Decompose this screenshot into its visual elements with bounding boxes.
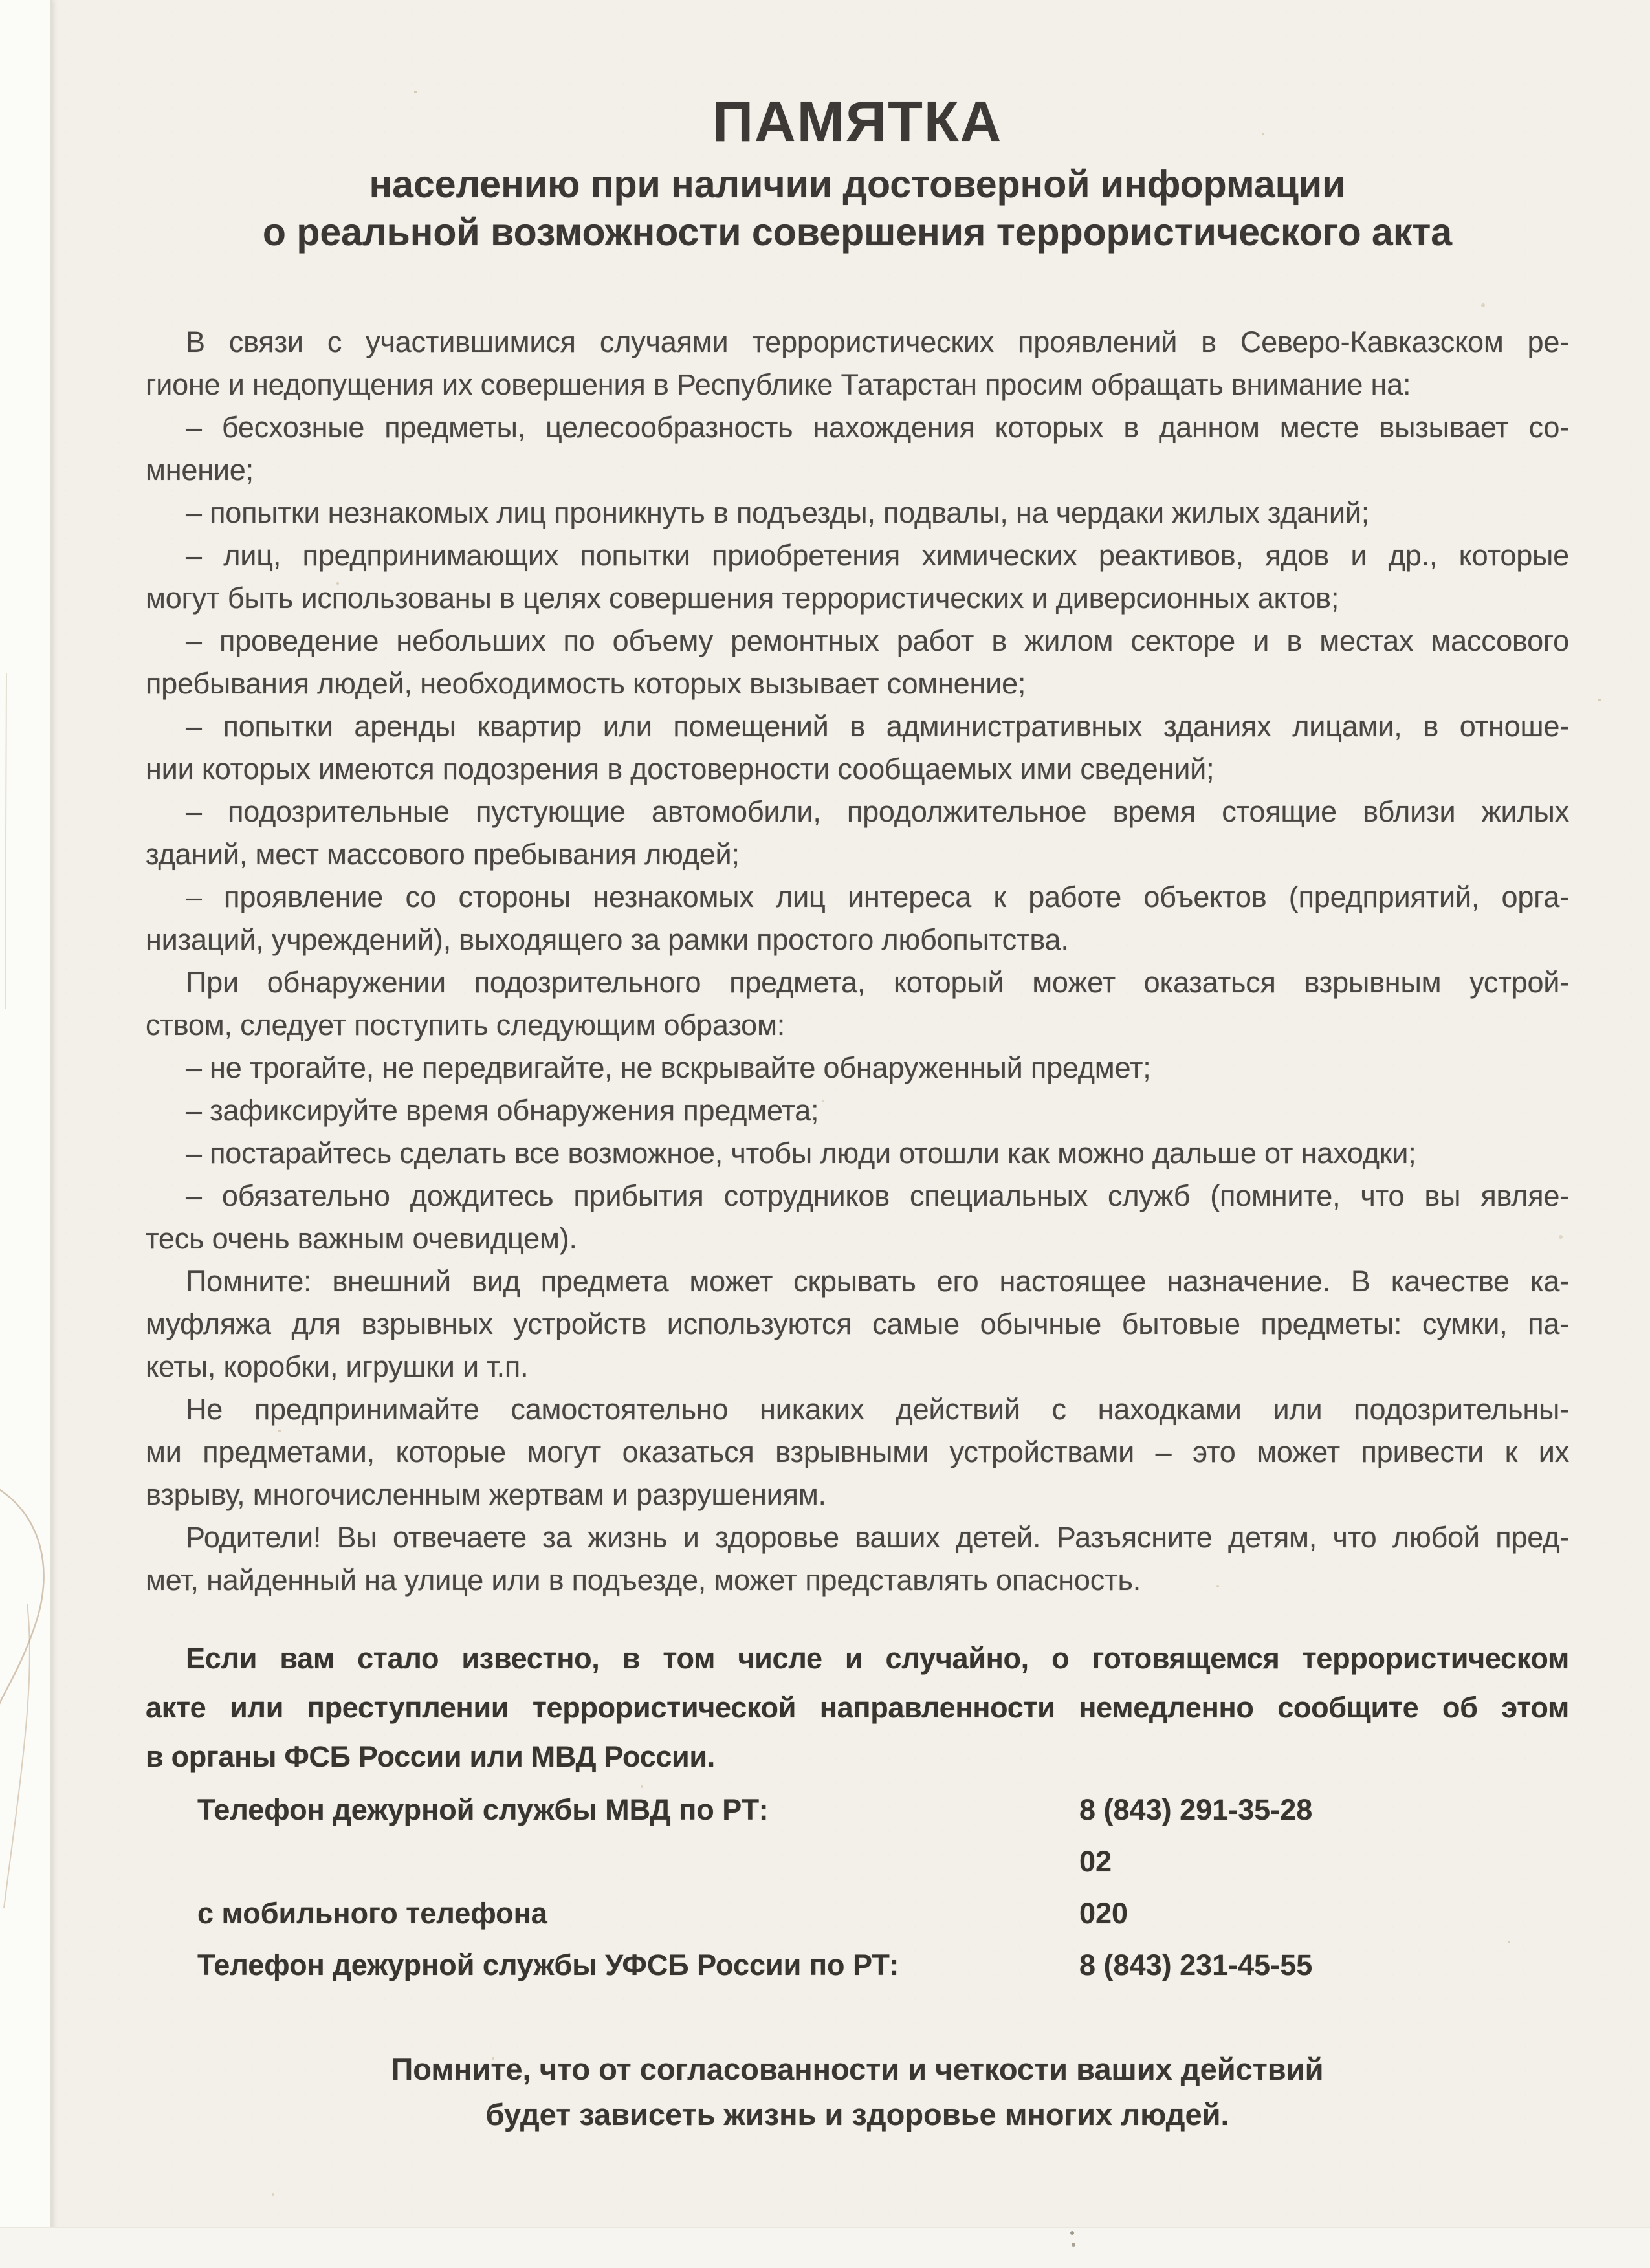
body-line: могут быть использованы в целях совершения террористических и диверсионных актов; <box>146 582 1339 615</box>
footer-line1: Помните, что от согласованности и четкости ваших действий <box>391 2052 1324 2086</box>
contact-phone-number: 8 (843) 231-45-55 <box>1079 1948 1313 1981</box>
body-line: – попытки аренды квартир или помещений в административных зданиях лицами, в отноше- <box>186 710 1569 743</box>
body-line: Не предпринимайте самостоятельно никаких действий с находками или подозрительны- <box>186 1393 1569 1426</box>
body-line: – бесхозные предметы, целесообразность нахождения которых в данном месте вызывает со- <box>186 411 1569 444</box>
contact-label: Телефон дежурной службы МВД по РТ: <box>197 1793 769 1826</box>
contact-phone-number: 02 <box>1079 1845 1112 1878</box>
paper-bottom-edge <box>0 2227 1650 2268</box>
body-line: – обязательно дождитесь прибытия сотрудников специальных служб (помните, что вы являе- <box>186 1179 1569 1212</box>
memo-subtitle-line2: о реальной возможности совершения террористического акта <box>262 211 1453 254</box>
memo-title: ПАМЯТКА <box>712 89 1003 153</box>
body-line: – постарайтесь сделать все возможное, чтобы люди отошли как можно дальше от находки; <box>186 1137 1416 1170</box>
memo-body <box>146 321 1569 1602</box>
body-line: взрыву, многочисленным жертвам и разрушениям. <box>146 1478 826 1511</box>
body-line: ми предметами, которые могут оказаться взрывными устройствами – это может привести к их <box>146 1435 1569 1468</box>
body-line: – проявление со стороны незнакомых лиц интереса к работе объектов (предприятий, орга- <box>186 880 1569 913</box>
body-line: – проведение небольших по объему ремонтных работ в жилом секторе и в местах массового <box>186 624 1569 657</box>
body-line: – лиц, предпринимающих попытки приобретения химических реактивов, ядов и др., которые <box>186 539 1569 572</box>
contact-phone-number: 020 <box>1079 1897 1128 1930</box>
body-line: низаций, учреждений), выходящего за рамки простого любопытства. <box>146 923 1069 956</box>
notice-line: акте или преступлении террористической направленности немедленно сообщите об этом <box>146 1691 1569 1724</box>
body-line: Помните: внешний вид предмета может скрывать его настоящее назначение. В качестве ка- <box>186 1265 1569 1298</box>
body-line: – подозрительные пустующие автомобили, продолжительное время стоящие вблизи жилых <box>186 795 1569 828</box>
footer-line2: будет зависеть жизнь и здоровье многих людей. <box>485 2097 1229 2132</box>
body-line: – не трогайте, не передвигайте, не вскрывайте обнаруженный предмет; <box>186 1051 1151 1084</box>
memo-content <box>146 0 1569 2137</box>
contact-row <box>146 1836 1569 1888</box>
body-line: – зафиксируйте время обнаружения предмета; <box>186 1094 819 1127</box>
body-line: При обнаружении подозрительного предмета, который может оказаться взрывным устрой- <box>186 966 1569 999</box>
contact-row <box>146 1784 1569 1836</box>
body-line: – попытки незнакомых лиц проникнуть в подъезды, подвалы, на чердаки жилых зданий; <box>186 496 1369 529</box>
body-line: В связи с участившимися случаями террористических проявлений в Северо-Кавказском ре- <box>186 325 1569 358</box>
body-line: кеты, коробки, игрушки и т.п. <box>146 1350 529 1383</box>
memo-footer <box>146 2047 1569 2137</box>
emergency-contacts <box>146 1784 1569 1991</box>
body-line: Родители! Вы отвечаете за жизнь и здоровье ваших детей. Разъясните детям, что любой пред- <box>186 1521 1569 1554</box>
body-line: муфляжа для взрывных устройств используются самые обычные бытовые предметы: сумки, па- <box>146 1307 1569 1340</box>
contact-label: с мобильного телефона <box>197 1897 547 1930</box>
body-line: пребывания людей, необходимость которых вызывает сомнение; <box>146 667 1026 700</box>
body-line: мет, найденный на улице или в подъезде, может представлять опасность. <box>146 1564 1141 1597</box>
body-line: гионе и недопущения их совершения в Республике Татарстан просим обращать внимание на: <box>146 368 1411 401</box>
body-line: зданий, мест массового пребывания людей; <box>146 838 740 871</box>
notice-line: Если вам стало известно, в том числе и случайно, о готовящемся террористическом <box>186 1642 1569 1675</box>
body-line: тесь очень важным очевидцем). <box>146 1222 577 1255</box>
emergency-notice <box>146 1634 1569 1782</box>
body-line: нии которых имеются подозрения в достоверности сообщаемых ими сведений; <box>146 752 1215 785</box>
body-line: мнение; <box>146 453 254 486</box>
scanner-edge-strip <box>0 0 52 2268</box>
contact-phone-number: 8 (843) 291-35-28 <box>1079 1793 1313 1826</box>
memo-subtitle-line1: населению при наличии достоверной информации <box>369 163 1346 206</box>
contact-row <box>146 1888 1569 1939</box>
body-line: ством, следует поступить следующим образом: <box>146 1009 785 1041</box>
contact-row <box>146 1939 1569 1991</box>
contact-label: Телефон дежурной службы УФСБ России по РТ: <box>197 1948 899 1981</box>
notice-line: в органы ФСБ России или МВД России. <box>146 1740 715 1773</box>
